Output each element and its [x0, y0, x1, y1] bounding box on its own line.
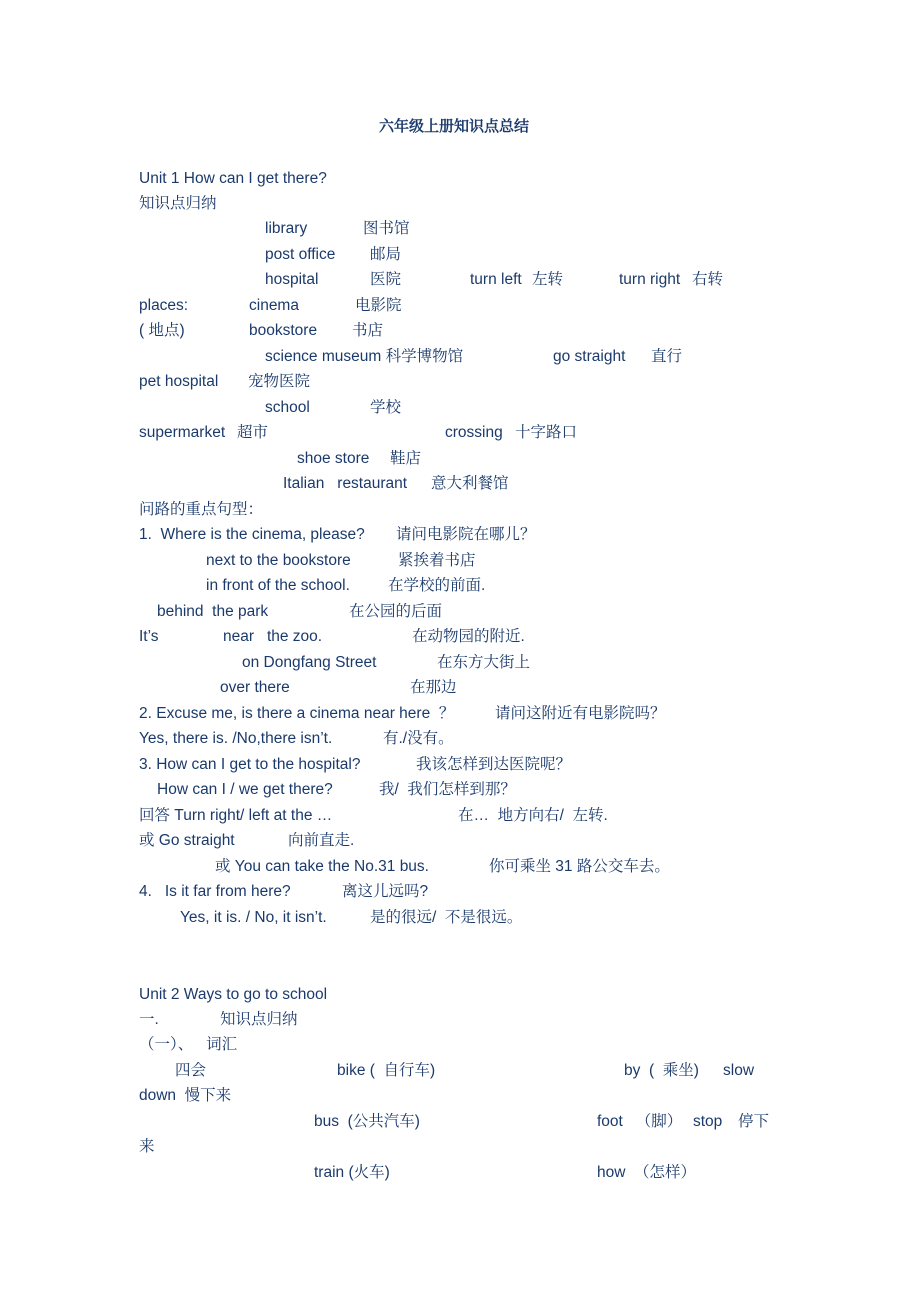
vocab-turn-left: turn left: [470, 271, 522, 288]
answer-over-there: over there: [220, 679, 290, 696]
q4-cn: 离这儿远吗?: [342, 883, 429, 900]
vocab-italian-restaurant-cn: 意大利餐馆: [431, 475, 509, 492]
vocab-go-straight-cn: 直行: [651, 348, 683, 365]
answer-on-street: on Dongfang Street: [242, 654, 377, 671]
vocab-bookstore-cn: 书店: [352, 322, 384, 339]
unit2-train: train (火车): [314, 1164, 390, 1181]
vocab-hospital-cn: 医院: [370, 271, 402, 288]
q4: 4. Is it far from here?: [139, 883, 291, 900]
answer-behind-cn: 在公园的后面: [349, 603, 443, 620]
vocab-bookstore: bookstore: [249, 322, 318, 339]
a3b: 或 Go straight: [139, 832, 235, 849]
vocab-post-office-cn: 邮局: [370, 246, 402, 263]
vocab-shoe-store-cn: 鞋店: [390, 450, 422, 467]
answer-near: near the zoo.: [223, 628, 323, 645]
answer-next-to-cn: 紧挨着书店: [398, 552, 476, 569]
vocab-pet-hospital: pet hospital: [139, 373, 219, 390]
its-label: It’s: [139, 628, 159, 645]
page-title: 六年级上册知识点总结: [379, 119, 530, 135]
q3: 3. How can I get to the hospital?: [139, 756, 361, 773]
unit2-stop: stop: [693, 1113, 723, 1130]
unit2-by: by ( 乘坐): [624, 1062, 699, 1079]
vocab-supermarket: supermarket: [139, 424, 226, 441]
answer-over-there-cn: 在那边: [410, 679, 457, 696]
vocab-post-office: post office: [265, 246, 336, 263]
a2-cn: 有./没有。: [383, 730, 454, 747]
answer-on-street-cn: 在东方大街上: [437, 654, 531, 671]
a3c: 或 You can take the No.31 bus.: [215, 858, 429, 875]
answer-near-cn: 在动物园的附近.: [412, 628, 525, 645]
vocab-crossing-cn: 十字路口: [515, 424, 578, 441]
q3b-cn: 我/ 我们怎样到那？: [379, 781, 516, 798]
answer-in-front: in front of the school.: [206, 577, 350, 594]
unit2-section-label: 知识点归纳: [220, 1011, 298, 1028]
a3: 回答 Turn right/ left at the …: [139, 807, 333, 824]
vocab-supermarket-cn: 超市: [237, 424, 269, 441]
unit2-sub-label: （一）、 词汇: [139, 1036, 238, 1053]
a3c-cn: 你可乘坐 31 路公交车去。: [489, 858, 670, 875]
unit2-stop-cn-wrap: 来: [139, 1138, 155, 1155]
unit2-foot: foot （脚）: [597, 1113, 683, 1130]
unit2-slow-down: down 慢下来: [139, 1087, 232, 1104]
vocab-italian-restaurant: Italian restaurant: [283, 475, 408, 492]
answer-behind: behind the park: [157, 603, 269, 620]
a3b-cn: 向前直走.: [288, 832, 355, 849]
unit2-bike: bike ( 自行车): [337, 1062, 436, 1079]
unit2-slow: slow: [723, 1062, 755, 1079]
vocab-crossing: crossing: [445, 424, 503, 441]
answer-next-to: next to the bookstore: [206, 552, 351, 569]
vocab-library: library: [265, 220, 308, 237]
vocab-science-museum: science museum 科学博物馆: [265, 348, 464, 365]
vocab-turn-right-cn: 右转: [692, 271, 724, 288]
answer-in-front-cn: 在学校的前面.: [388, 577, 486, 594]
q2: 2. Excuse me, is there a cinema near here ？: [139, 705, 455, 722]
places-label-cn: ( 地点): [139, 322, 185, 339]
a3-cn: 在… 地方向右/ 左转.: [458, 807, 608, 824]
a4: Yes, it is. / No, it isn’t.: [180, 909, 327, 926]
patterns-label: 问路的重点句型：: [139, 501, 264, 518]
unit1-heading: Unit 1 How can I get there?: [139, 170, 327, 187]
vocab-hospital: hospital: [265, 271, 319, 288]
unit2-sihui: 四会: [175, 1062, 207, 1079]
unit2-heading: Unit 2 Ways to go to school: [139, 986, 328, 1003]
q3-cn: 我该怎样到达医院呢？: [416, 756, 572, 773]
unit2-stop-cn: 停下: [738, 1113, 770, 1130]
vocab-pet-hospital-cn: 宠物医院: [248, 373, 311, 390]
vocab-school: school: [265, 399, 310, 416]
vocab-school-cn: 学校: [370, 399, 402, 416]
vocab-turn-right: turn right: [619, 271, 681, 288]
a4-cn: 是的很远/ 不是很远。: [370, 909, 523, 926]
unit2-bus: bus (公共汽车): [314, 1113, 420, 1130]
q1-cn: 请问电影院在哪儿？: [396, 526, 536, 543]
vocab-turn-left-cn: 左转: [532, 271, 564, 288]
q2-cn: 请问这附近有电影院吗？: [495, 705, 666, 722]
vocab-go-straight: go straight: [553, 348, 626, 365]
vocab-library-cn: 图书馆: [363, 220, 410, 237]
q1: 1. Where is the cinema, please?: [139, 526, 365, 543]
places-label: places:: [139, 297, 189, 314]
vocab-cinema: cinema: [249, 297, 299, 314]
unit2-section-num: 一.: [139, 1011, 159, 1028]
unit2-how: how （怎样）: [597, 1164, 697, 1181]
a2: Yes, there is. /No,there isn’t.: [139, 730, 333, 747]
vocab-shoe-store: shoe store: [297, 450, 370, 467]
vocab-cinema-cn: 电影院: [355, 297, 402, 314]
q3b: How can I / we get there?: [157, 781, 333, 798]
unit1-summary-label: 知识点归纳: [139, 195, 217, 212]
